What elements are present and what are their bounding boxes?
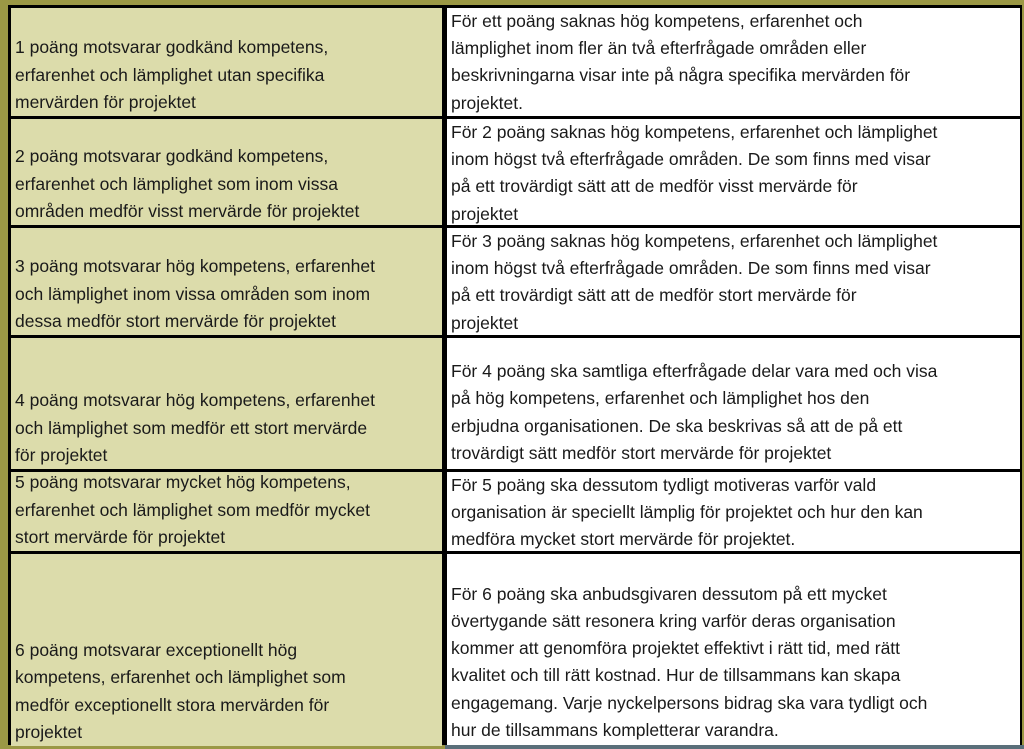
cell-text-line: erfarenhet och lämplighet som inom vissa [15,173,338,194]
cell-text-line: 3 poäng motsvarar hög kompetens, erfarenhet [15,256,375,277]
score-description-cell [11,119,442,225]
cell-text-line: organisation är speciellt lämplig för projektet och hur den kan [451,502,923,523]
cell-text-line: beskrivningarna visar inte på några specifika mervärden för [451,65,911,86]
cell-text-line: 4 poäng motsvarar hög kompetens, erfarenhet [15,390,375,411]
cell-text-line: mervärden för projektet [15,91,196,112]
cell-text-line: erbjudna organisationen. De ska beskrivas så att de på ett [451,415,903,436]
cell-text-line: trovärdigt sätt medför stort mervärde för projektet [451,442,832,463]
score-criteria-cell [447,8,1020,116]
cell-text-line: erfarenhet och lämplighet som medför mycket [15,499,371,520]
cell-text-line: medföra mycket stort mervärde för projektet. [451,529,796,550]
score-description-cell [11,472,442,551]
cell-text-line: på hög kompetens, erfarenhet och lämplighet hos den [451,388,870,409]
cell-text-line: kommer att genomföra projektet effektivt i rätt tid, med rätt [451,638,901,659]
score-criteria-cell [447,119,1020,225]
table-row [8,472,1022,551]
cell-text-line: projektet. [451,92,523,113]
score-criteria-cell [447,554,1020,746]
cell-text-line: lämplighet inom fler än två efterfrågade områden eller [451,38,867,59]
score-description-cell [11,554,442,746]
cell-text-line: För 5 poäng ska dessutom tydligt motiveras varför vald [451,475,877,495]
cell-text-line: inom högst två efterfrågade områden. De som finns med visar [451,149,931,170]
cell-text-line: medför exceptionellt stora mervärden för [15,694,330,715]
table-row [8,228,1022,335]
cell-text-line: på ett trovärdigt sätt att de medför stort mervärde för [451,285,857,306]
cell-text-line: erfarenhet och lämplighet utan specifika [15,64,325,85]
cell-text-line: För ett poäng saknas hög kompetens, erfarenhet och [451,11,863,31]
cell-text-line: projektet [451,312,519,333]
cell-text-line: stort mervärde för projektet [15,526,226,547]
scoring-table [8,5,1022,745]
score-description-cell [11,228,442,335]
cell-text-line: 2 poäng motsvarar godkänd kompetens, [15,146,329,167]
cell-text-line: och lämplighet som medför ett stort mervärde [15,417,368,438]
score-criteria-cell [447,228,1020,335]
cell-text-line: För 2 poäng saknas hög kompetens, erfarenhet och lämplighet [451,122,938,142]
cell-text-line: dessa medför stort mervärde för projektet [15,310,336,331]
cell-text-line: inom högst två efterfrågade områden. De som finns med visar [451,258,931,279]
cell-text-line: kompetens, erfarenhet och lämplighet som [15,667,346,688]
score-description-cell [11,8,442,116]
cell-text-line: kvalitet och till rätt kostnad. Hur de tillsammans kan skapa [451,665,901,686]
cell-text-line: För 4 poäng ska samtliga efterfrågade delar vara med och visa [451,361,938,382]
cell-text-line: hur de tillsammans kompletterar varandra. [451,719,779,740]
cell-text-line: 1 poäng motsvarar godkänd kompetens, [15,37,329,58]
score-criteria-cell [447,338,1020,469]
table-row [8,119,1022,225]
score-description-cell [11,338,442,469]
score-criteria-cell [447,472,1020,551]
cell-text-line: övertygande sätt resonera kring varför deras organisation [451,610,896,631]
cell-text-line: 5 poäng motsvarar mycket hög kompetens, [15,472,351,493]
table-row [8,554,1022,746]
bottom-shadow-strip [445,745,1024,749]
table-row [8,338,1022,469]
table-row [8,8,1022,116]
cell-text-line: för projektet [15,444,108,465]
cell-text-line: engagemang. Varje nyckelpersons bidrag ska vara tydligt och [451,692,928,713]
cell-text-line: 6 poäng motsvarar exceptionellt hög [15,640,298,661]
cell-text-line: på ett trovärdigt sätt att de medför visst mervärde för [451,176,858,197]
cell-text-line: projektet [15,721,83,742]
cell-text-line: För 3 poäng saknas hög kompetens, erfarenhet och lämplighet [451,231,938,251]
cell-text-line: områden medför visst mervärde för projektet [15,200,360,221]
cell-text-line: För 6 poäng ska anbudsgivaren dessutom på ett mycket [451,583,887,604]
cell-text-line: och lämplighet inom vissa områden som inom [15,283,371,304]
cell-text-line: projektet [451,203,519,224]
